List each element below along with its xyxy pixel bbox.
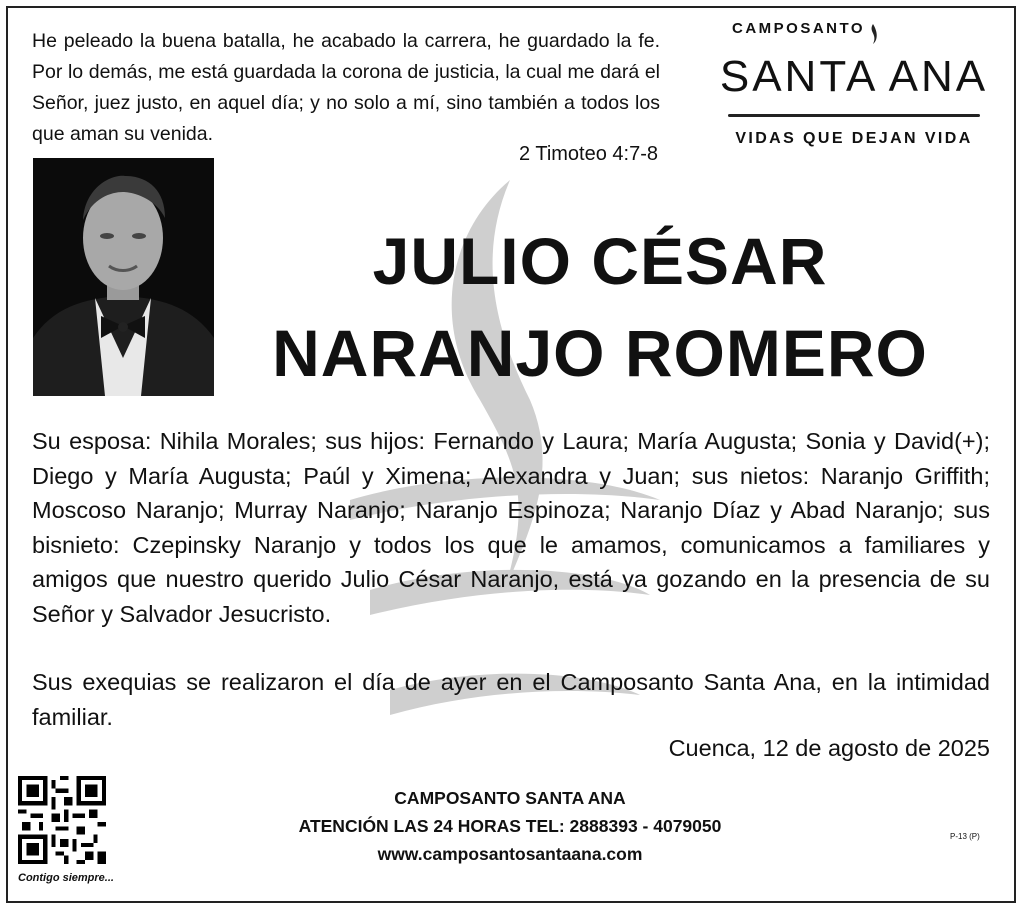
footer-contact: [230, 784, 790, 868]
footer-website[interactable]: www.camposantosantaana.com: [377, 844, 643, 864]
funeral-notice: Sus exequias se realizaron el día de ayer en el Camposanto Santa Ana, en la intimidad familiar.: [32, 669, 990, 730]
qr-code[interactable]: [18, 776, 106, 864]
announcement-text: Su esposa: Nihila Morales; sus hijos: Fernando y Laura; María Augusta; Sonia y David(+); Diego y María Augusta; Paúl y Ximena; Alexandra y Juan; sus nietos: Naranjo Griffith; Moscoso Naranjo; Murray Naranjo; Naranjo Espinoza; Naranjo Díaz y Abad Naranjo; sus bisnieto: Czepinsky Naranjo y todos los que le amamos, comunicamos a familiares y amigos que nuestro querido Julio César Naranjo, está ya gozando en la presencia de su Señor y Salvador Jesucristo.: [32, 428, 990, 627]
verse-reference: 2 Timoteo 4:7-8: [519, 143, 658, 165]
bible-verse: He peleado la buena batalla, he acabado la carrera, he guardado la fe. Por lo demás, me está guardada la corona de justicia, la cual me dará el Señor, juez justo, en aquel día; y no solo a mí, sino también a todos los que aman su venida.: [32, 30, 660, 145]
camposanto-logo: [716, 14, 992, 154]
qr-caption: Contigo siempre...: [18, 872, 114, 884]
deceased-name: [230, 215, 970, 399]
logo-rule: [728, 114, 980, 117]
portrait-illustration: [33, 158, 214, 396]
logo-name: SANTA ANA: [719, 52, 989, 101]
logo-top-line: CAMPOSANTO: [732, 20, 866, 37]
ad-code: P-13 (P): [950, 832, 980, 841]
flame-icon: [866, 24, 880, 50]
name-line-1: JULIO CÉSAR: [372, 224, 828, 298]
logo-tagline: VIDAS QUE DEJAN VIDA: [735, 130, 973, 147]
footer-phone: ATENCIÓN LAS 24 HORAS TEL: 2888393 - 4079050: [298, 816, 722, 836]
place-date: Cuenca, 12 de agosto de 2025: [668, 735, 990, 761]
portrait-photo: [33, 158, 214, 396]
footer-company: CAMPOSANTO SANTA ANA: [394, 788, 626, 808]
name-line-2: NARANJO ROMERO: [272, 316, 928, 390]
